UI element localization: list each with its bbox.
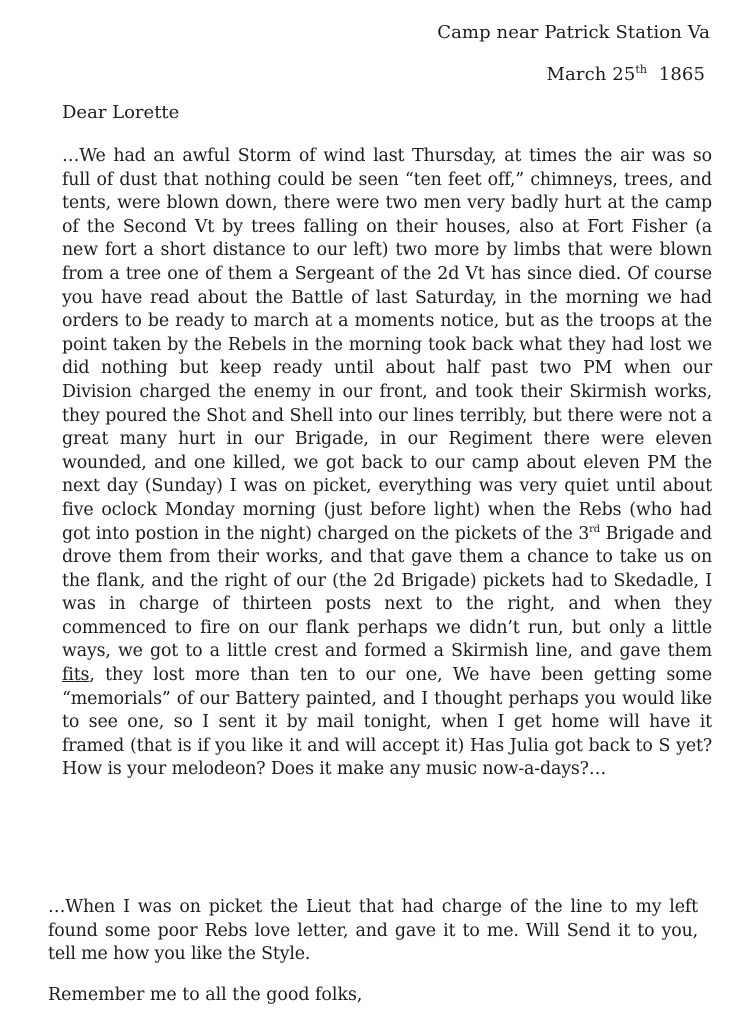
body-p1-part-a: …We had an awful Storm of wind last Thursday, at times the air was so full of dust that nothing could be seen “ten feet off,” chimneys, trees, and tents, were blown down, there were two men very badly hurt at the camp of the Second Vt by trees falling on their houses, also at Fort Fisher (a new fort a short distance to our left) two more by limbs that were blown from a tree one of them a Sergeant of the 2d Vt has since died. Of course you have read about the Battle of last Saturday, in the morning we had orders to be ready to march at a moments notice, but as the troops at the point taken by the Rebels in the morning took back what they had lost we did nothing but keep ready until about half past two PM when our Division charged the enemy in our front, and took their Skirmish works, they poured the Shot and Shell into our lines terribly, but there were not a great many hurt in our Brigade, in our Regiment there were eleven wounded, and one killed, we got back to our camp about eleven PM the next day (Sunday) I was on picket, everything was very quiet until about five oclock Monday morning (just before light) when the Rebs (who had got into postion in the night) charged on the pickets of the 3 bbox=[62, 146, 712, 544]
body-paragraph-2: …When I was on picket the Lieut that had charge of the line to my left found some poor Rebs love letter, and gave it to me. Will Send it to you, tell me how you like the Style. bbox=[48, 897, 698, 965]
underlined-word: fits bbox=[62, 665, 90, 686]
date-year: 1865 bbox=[658, 64, 705, 85]
closing-line: Remember me to all the good folks, bbox=[48, 985, 363, 1005]
letter-date bbox=[547, 64, 705, 85]
date-month-day: March 25 bbox=[546, 64, 636, 85]
letter-place: Camp near Patrick Station Va bbox=[437, 22, 710, 43]
ordinal-rd: rd bbox=[589, 523, 601, 535]
body-p1-part-c: , they lost more than ten to our one, We have been getting some “memorials” of our Battery painted, and I thought perhaps you would like to see one, so I sent it by mail tonight, when I get home will have it framed (that is if you like it and will accept it) Has Julia got back to S yet? How is your melodeon? Does it make any music now-a-days?… bbox=[62, 665, 712, 780]
body-p1-part-b: Brigade and drove them from their works, and that gave them a chance to take us on the flank, and the right of our (the 2d Brigade) pickets had to Skedadle, I was in charge of thirteen posts next to the right, and when they commenced to fire on our flank perhaps we didn’t run, but only a little ways, we got to a little crest and formed a Skirmish line, and gave them bbox=[62, 523, 712, 662]
salutation: Dear Lorette bbox=[62, 102, 180, 123]
body-paragraph-1 bbox=[62, 145, 712, 782]
date-ordinal: th bbox=[635, 63, 648, 76]
